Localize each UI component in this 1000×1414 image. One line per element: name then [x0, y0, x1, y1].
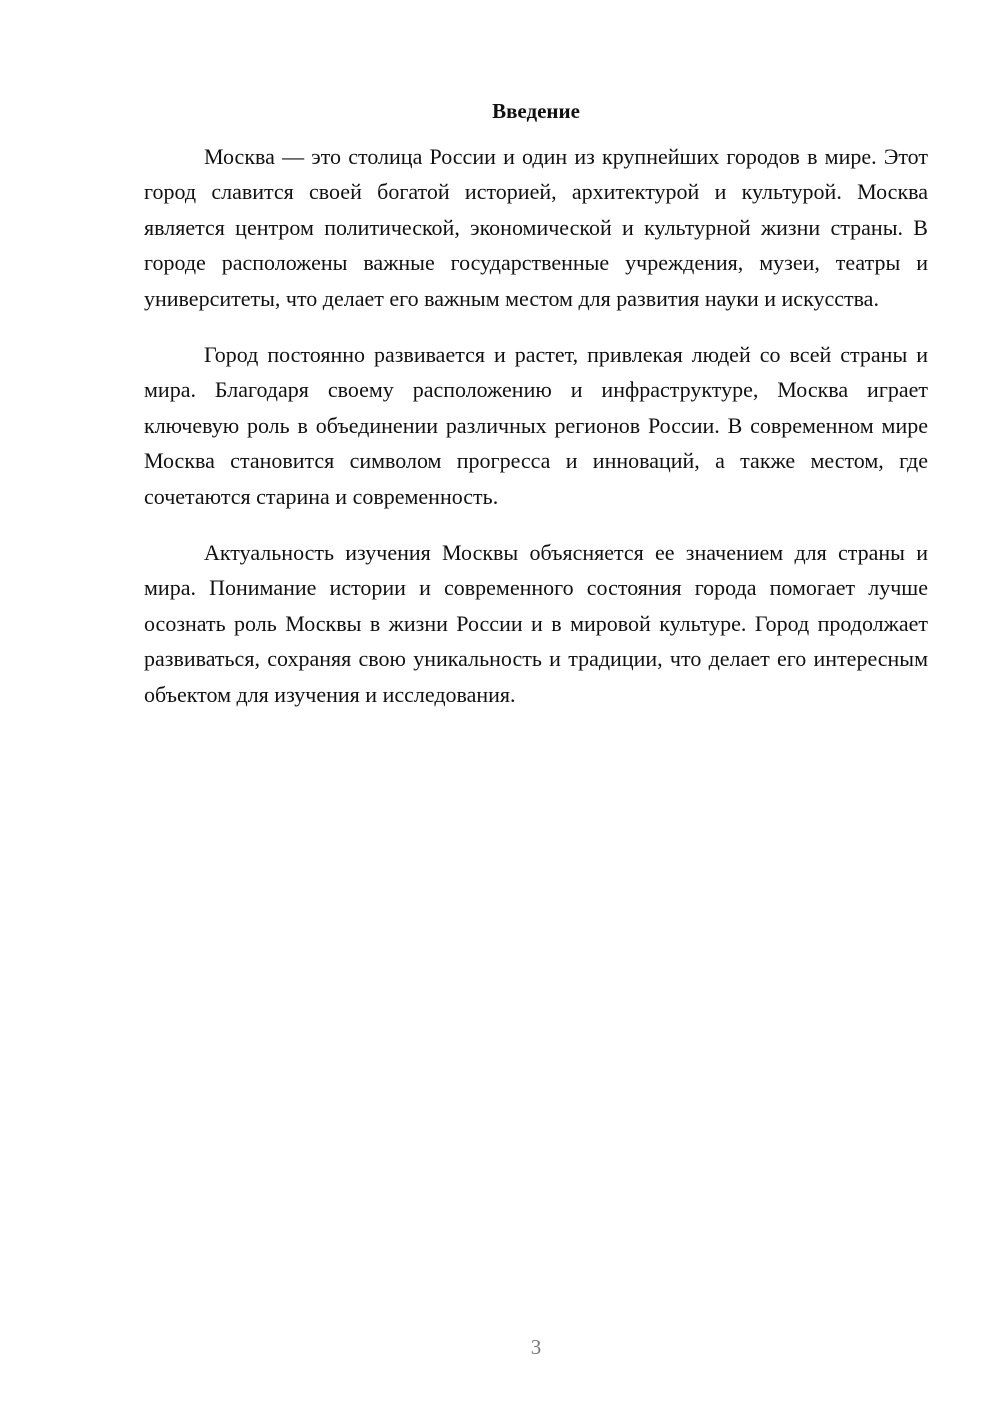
- paragraph-1: Москва — это столица России и один из крупнейших городов в мире. Этот город славится своей богатой историей, архитектурой и культурой. Москва является центром политической, экономической и культурной жизни страны. В городе расположены важные государственные учреждения, музеи, театры и университеты, что делает его важным местом для развития науки и искусства.: [144, 144, 928, 311]
- paragraph-3: Актуальность изучения Москвы объясняется ее значением для страны и мира. Понимание истории и современного состояния города помогает лучше осознать роль Москвы в жизни России и в мировой культуре. Город продолжает развиваться, сохраняя свою уникальность и традиции, что делает его интересным объектом для изучения и исследования.: [144, 540, 928, 707]
- page-number: 3: [530, 1335, 542, 1359]
- page-content: [144, 96, 928, 733]
- paragraph-2: Город постоянно развивается и растет, привлекая людей со всей страны и мира. Благодаря своему расположению и инфраструктуре, Москва играет ключевую роль в объединении различных регионов России. В современном мире Москва становится символом прогресса и инноваций, а также местом, где сочетаются старина и современность.: [144, 342, 928, 509]
- section-heading: Введение: [492, 99, 580, 123]
